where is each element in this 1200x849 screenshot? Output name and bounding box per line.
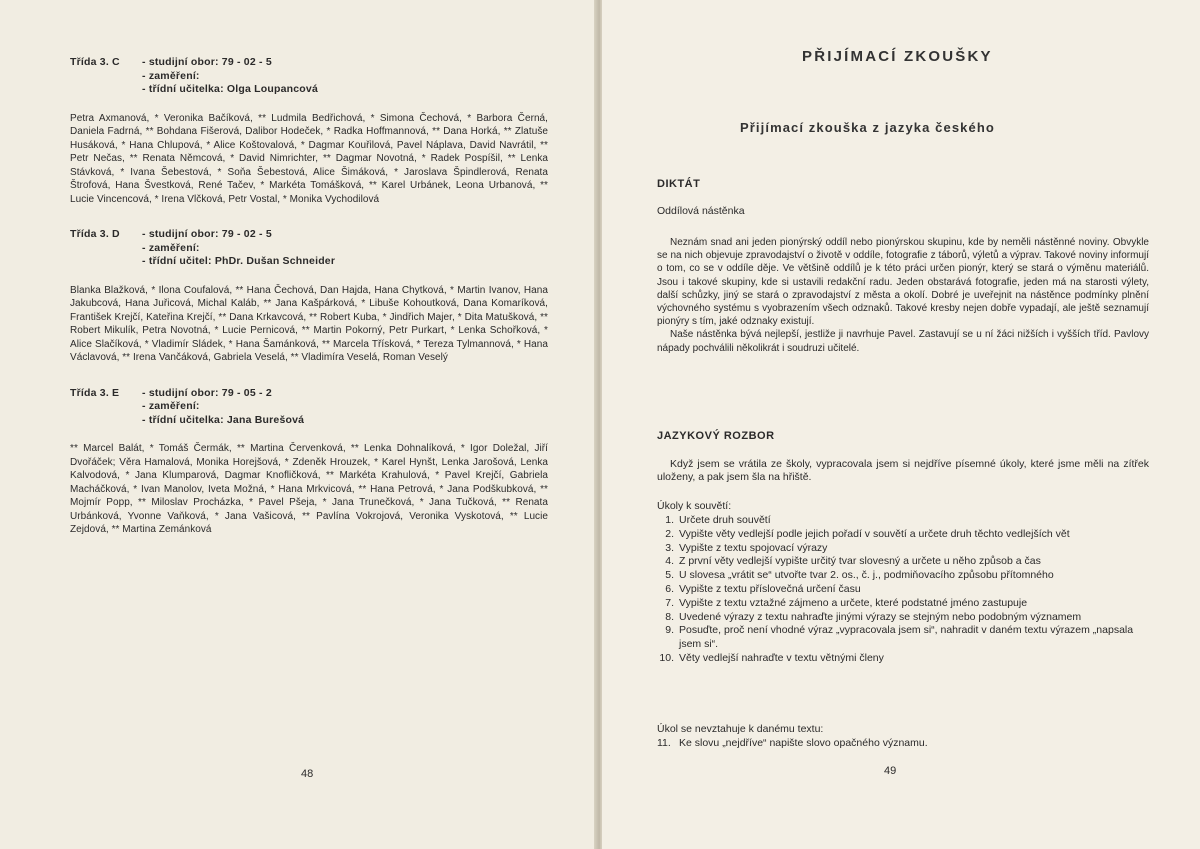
dictation-subheading: Oddílová nástěnka [657, 205, 745, 217]
task-number: 5. [665, 569, 674, 582]
specialization: - zaměření: [142, 400, 200, 412]
specialization: - zaměření: [142, 69, 200, 82]
study-field: - studijní obor: 79 - 05 - 2 [142, 386, 272, 399]
study-field: - studijní obor: 79 - 02 - 5 [142, 56, 272, 68]
specialization: - zaměření: [142, 241, 200, 254]
task-item [657, 611, 1152, 625]
task-text: Uvedené výrazy z textu nahraďte jinými výrazy se stejným nebo podobným významem [679, 610, 1082, 623]
class-name: Třída 3. D [70, 228, 120, 240]
task-text: Posuďte, proč není vhodné výraz „vypracovala jsem si“, nahradit v daném textu výrazem „napsala jsem si“. [679, 624, 1134, 651]
dictation-paragraph-2: Naše nástěnka bývá nejlepší, jestliže ji navrhuje Pavel. Zastavují se u ní žáci nižších i vyšších tříd. Pavlovy nápady pochválili několikrát i soudruzi učitelé. [657, 329, 1149, 354]
task-number: 2. [665, 527, 674, 540]
class-block-3d [70, 228, 548, 365]
task-text: Z první věty vedlejší vypište určitý tvar slovesný a určete u něho způsob a čas [679, 555, 1041, 568]
analysis-sentence: Když jsem se vrátila ze školy, vypracovala jsem si nejdříve písemné úkoly, které jsme měli na zítřek uloženy, a pak jsem šla na hřiště. [657, 458, 1149, 484]
task-number: 7. [665, 596, 674, 609]
class-teacher: - třídní učitel: PhDr. Dušan Schneider [142, 255, 336, 267]
task-number: 3. [665, 541, 674, 554]
study-field: - studijní obor: 79 - 02 - 5 [142, 228, 272, 240]
task-text: Vypište věty vedlejší podle jejich pořadí v souvětí a určete druh těchto vedlejších vět [679, 527, 1070, 540]
task-text: Ke slovu „nejdříve“ napište slovo opačného významu. [679, 737, 928, 749]
task-list [657, 514, 1152, 666]
task-item [657, 555, 1152, 569]
task-text: Vypište z textu příslovečná určení času [679, 582, 861, 595]
student-list: Blanka Blažková, * Ilona Coufalová, ** Hana Čechová, Dan Hajda, Hana Chytková, * Martin Ivanov, Hana Jakubcová, Hana Juřicová, Michal Kaláb, ** Jana Kašpárková, * Libuše Kohoutková, Dana Komaríková, František Krejčí, Kateřina Krejčí, ** Dana Krkavcová, ** Robert Kuba, * Jindřich Majer, * Dita Matušková, ** Robert Mikulík, Petra Novotná, * Lucie Pernicová, ** Martin Pokorný, Petr Purkart, * Lenka Schořková, * Alice Slačíková, * Vladimír Sládek, * Hana Šamánková, ** Marcela Třísková, * Tereza Tylmannová, * Hana Václavová, ** Irena Vančáková, Gabriela Veselá, ** Vladimíra Veselá, Roman Veselý [70, 284, 548, 363]
task-item [657, 528, 1152, 542]
task-number: 11. [657, 737, 671, 749]
student-list: Petra Axmanová, * Veronika Bačíková, ** Ludmila Bedřichová, * Simona Čechová, * Barbora Černá, Daniela Fadrná, ** Bohdana Fišerová, Dalibor Hodeček, * Radka Hoffmannová, ** Dana Horká, ** Zlatuše Husáková, * Hana Chlupová, * Alice Koštovalová, * Dagmar Kouřilová, Pavel Náplava, David Navrátil, ** Petr Nečas, ** Renata Němcová, * David Nimrichter, ** Dagmar Novotná, * Radek Pospíšil, ** Lenka Stávková, * Ivana Šebestová, * Soňa Šebestová, Alice Šimáková, * Jaroslava Špindlerová, Renata Štrofová, Hana Švestková, René Tačev, * Markéta Tomášková, ** Karel Urbánek, Leona Urbanová, ** Lucie Vincencová, * Irena Vlčková, Petr Vostal, * Monika Vychodilová [70, 112, 548, 205]
task-item [657, 624, 1152, 652]
class-name: Třída 3. C [70, 56, 120, 68]
class-teacher: - třídní učitelka: Olga Loupancová [142, 83, 318, 95]
task-text: Věty vedlejší nahraďte v textu větnými členy [679, 651, 884, 664]
task-text: Určete druh souvětí [679, 514, 771, 526]
task-item [657, 569, 1152, 583]
task-item [657, 583, 1152, 597]
task-text: Vypište z textu spojovací výrazy [679, 541, 828, 554]
dictation-heading: DIKTÁT [657, 178, 701, 190]
page-number-left: 48 [301, 768, 314, 780]
student-list: ** Marcel Balát, * Tomáš Čermák, ** Martina Červenková, ** Lenka Dohnalíková, * Igor Doležal, Jiří Dvořáček; Věra Hamalová, Monika Horejšová, * Zdeněk Hrouzek, * Karel Hynšt, Lenka Jarošová, Lenka Kalvodová, * Jana Klumparová, Dagmar Knofličková, ** Markéta Krahulová, * Pavel Krejčí, Gabriela Macháčková, * Ivan Manolov, Iveta Možná, * Hana Mrkvicová, ** Hana Petrová, * Jana Podškubková, ** Mojmír Popp, ** Miloslav Procházka, * Pavel Pšeja, * Jana Trunečková, * Jana Tučková, ** Renata Urbánková, Yvonne Vaňková, * Jana Vašicová, ** Pavlína Vokrojová, Veronika Vyskotová, ** Lucie Zejdová, ** Martina Zemánková [70, 443, 548, 535]
page-number-right: 49 [884, 765, 897, 777]
task-item [657, 514, 1152, 528]
task-item [657, 542, 1152, 556]
left-page [0, 0, 598, 849]
dictation-paragraph-1: Neznám snad ani jeden pionýrský oddíl nebo pionýrskou skupinu, kde by neměli nástěnné noviny. Obvykle se na nich objevuje zpravodajství o životě v oddíle, fotografie z táborů, výletů a výprav. Takové noviny informují o tom, co se v oddíle děje. Ve většině oddílů je k této práci určen pionýr, který se stará o výměnu materiálů. Jsou i takové skupiny, kde si ustavili redakční radu. Jeden obstarává fotografie, jeden má na starosti výlety, další schůzky, jiný se stará o zpravodajství z města a okolí. Dobré je uveřejnit na nástěnce podmínky plnění výchovného systému s vyobrazením všech odznaků. Takové kresby nejen dobře vypadají, ale ještě seznamují pionýry s tím, jaké odznaky existují. [657, 237, 1149, 328]
class-name: Třída 3. E [70, 386, 120, 399]
class-block-3c [70, 56, 548, 206]
analysis-sentence-block [657, 458, 1149, 484]
task-number: 8. [665, 610, 674, 623]
extra-task-intro: Úkol se nevztahuje k danému textu: [657, 723, 824, 735]
task-text: Vypište z textu vztažné zájmeno a určete, které podstatné jméno zastupuje [679, 596, 1028, 609]
task-number: 6. [665, 582, 674, 595]
right-page [602, 0, 1200, 849]
task-number: 1. [665, 514, 674, 526]
extra-task [657, 737, 928, 749]
task-number: 4. [665, 555, 674, 568]
dictation-text [657, 236, 1149, 355]
task-item [657, 652, 1152, 666]
page-subtitle: Přijímací zkouška z jazyka českého [740, 120, 995, 135]
task-number: 10. [659, 651, 674, 664]
task-number: 9. [665, 624, 674, 637]
task-item [657, 597, 1152, 611]
class-teacher: - třídní učitelka: Jana Burešová [142, 413, 305, 426]
class-block-3e [70, 387, 548, 537]
page-title: PŘIJÍMACÍ ZKOUŠKY [802, 48, 993, 65]
tasks-intro: Úkoly k souvětí: [657, 500, 732, 512]
task-text: U slovesa „vrátit se“ utvořte tvar 2. os., č. j., podmiňovacího způsobu přítomného [679, 569, 1054, 582]
analysis-heading: JAZYKOVÝ ROZBOR [657, 430, 775, 442]
